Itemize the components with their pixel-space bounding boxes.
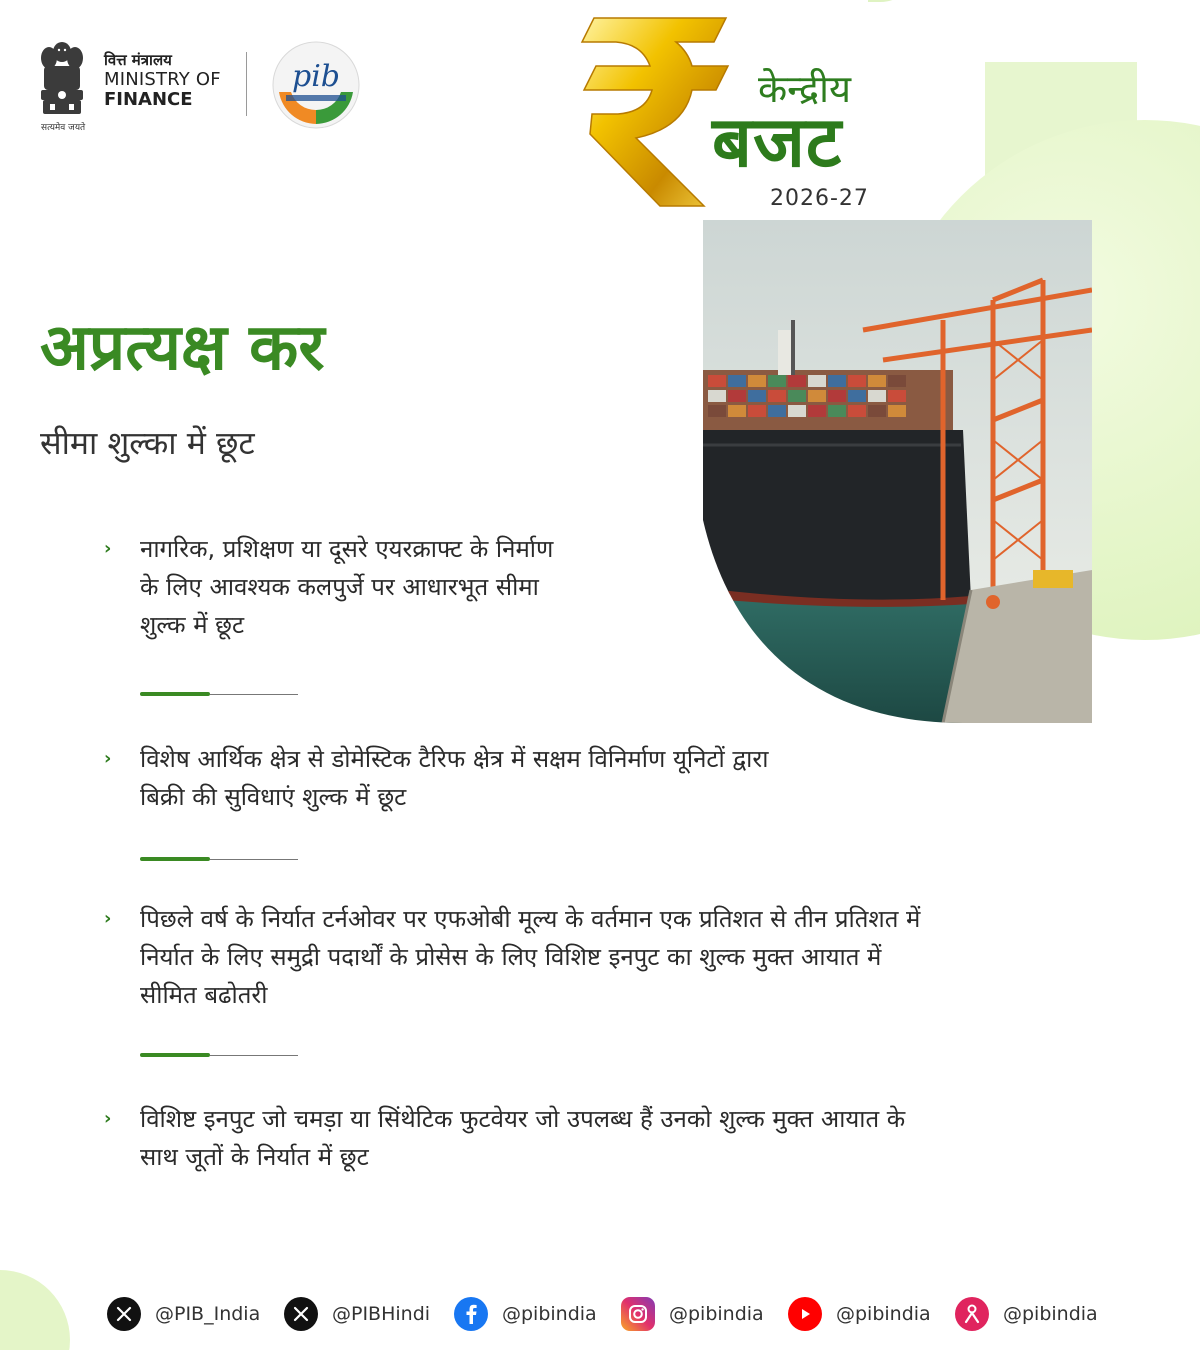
section-divider (140, 692, 298, 696)
social-link-facebook[interactable] (454, 1296, 597, 1332)
ministry-name-english-line2: FINANCE (104, 89, 193, 110)
social-footer (0, 1296, 1200, 1332)
list-item-text-line: निर्यात के लिए समुद्री पदार्थों के प्रोसेस के लिए विशिष्ट इनपुट का शुल्क मुक्त आयात में (140, 943, 882, 971)
social-handle: @pibindia (502, 1303, 597, 1325)
budget-year: 2026-27 (770, 186, 869, 211)
list-item (104, 900, 1164, 1014)
social-handle: @PIBHindi (332, 1303, 431, 1325)
koo-icon (955, 1297, 989, 1331)
port-container-ship-image (703, 220, 1092, 723)
list-item-text-line: पिछले वर्ष के निर्यात टर्नओवर पर एफओबी मूल्य के वर्तमान एक प्रतिशत से तीन प्रतिशत में (140, 905, 921, 933)
pib-logo (271, 40, 361, 130)
social-handle: @PIB_India (155, 1303, 261, 1325)
svg-text:pib: pib (291, 59, 341, 94)
list-item (104, 740, 1004, 816)
social-link-x-pib-hindi[interactable] (284, 1296, 430, 1332)
ministry-name-english-line1: MINISTRY OF (104, 69, 221, 90)
list-item-text-line: नागरिक, प्रशिक्षण या दूसरे एयरक्राफ्ट के निर्माण (140, 535, 554, 563)
list-item (104, 1100, 1164, 1176)
budget-logo-main-text: बजट (712, 101, 843, 183)
list-item-text-line: विशिष्ट इनपुट जो चमड़ा या सिंथेटिक फुटवेयर जो उपलब्ध हैं उनको शुल्क मुक्त आयात के (140, 1105, 906, 1133)
social-link-youtube[interactable] (788, 1296, 931, 1332)
page-subtitle: सीमा शुल्का में छूट (40, 424, 255, 462)
social-handle: @pibindia (1003, 1303, 1098, 1325)
social-handle: @pibindia (836, 1303, 931, 1325)
decorative-leaf-shape (868, 0, 920, 2)
page-title: अप्रत्यक्ष कर (40, 311, 325, 385)
section-divider (140, 1053, 298, 1057)
header-divider (246, 52, 247, 116)
social-link-x-pib-india[interactable] (107, 1296, 260, 1332)
section-divider (140, 857, 298, 861)
chevron-right-icon: › (104, 538, 112, 559)
list-item-text-line: विशेष आर्थिक क्षेत्र से डोमेस्टिक टैरिफ क्षेत्र में सक्षम विनिर्माण यूनिटों द्वारा (140, 745, 769, 773)
social-link-instagram[interactable] (621, 1296, 764, 1332)
national-emblem-icon (38, 38, 86, 133)
emblem-motto: सत्यमेव जयते (41, 123, 86, 133)
list-item-text-line: सीमित बढोतरी (140, 981, 268, 1009)
chevron-right-icon: › (104, 1108, 112, 1129)
instagram-icon (621, 1297, 655, 1331)
youtube-icon (788, 1297, 822, 1331)
list-item-text-line: साथ जूतों के निर्यात में छूट (140, 1143, 369, 1171)
x-icon (284, 1297, 318, 1331)
budget-logo-top-text: केन्द्रीय (758, 67, 851, 111)
x-icon (107, 1297, 141, 1331)
list-item (104, 530, 664, 644)
list-item-text-line: शुल्क में छूट (140, 611, 245, 639)
chevron-right-icon: › (104, 908, 112, 929)
chevron-right-icon: › (104, 748, 112, 769)
list-item-text-line: के लिए आवश्यक कलपुर्जे पर आधारभूत सीमा (140, 573, 539, 601)
ministry-name-hindi: वित्त मंत्रालय (104, 51, 172, 69)
social-handle: @pibindia (669, 1303, 764, 1325)
social-link-koo[interactable] (955, 1296, 1098, 1332)
ministry-name (104, 50, 221, 110)
list-item-text-line: बिक्री की सुविधाएं शुल्क में छूट (140, 783, 407, 811)
facebook-icon (454, 1297, 488, 1331)
